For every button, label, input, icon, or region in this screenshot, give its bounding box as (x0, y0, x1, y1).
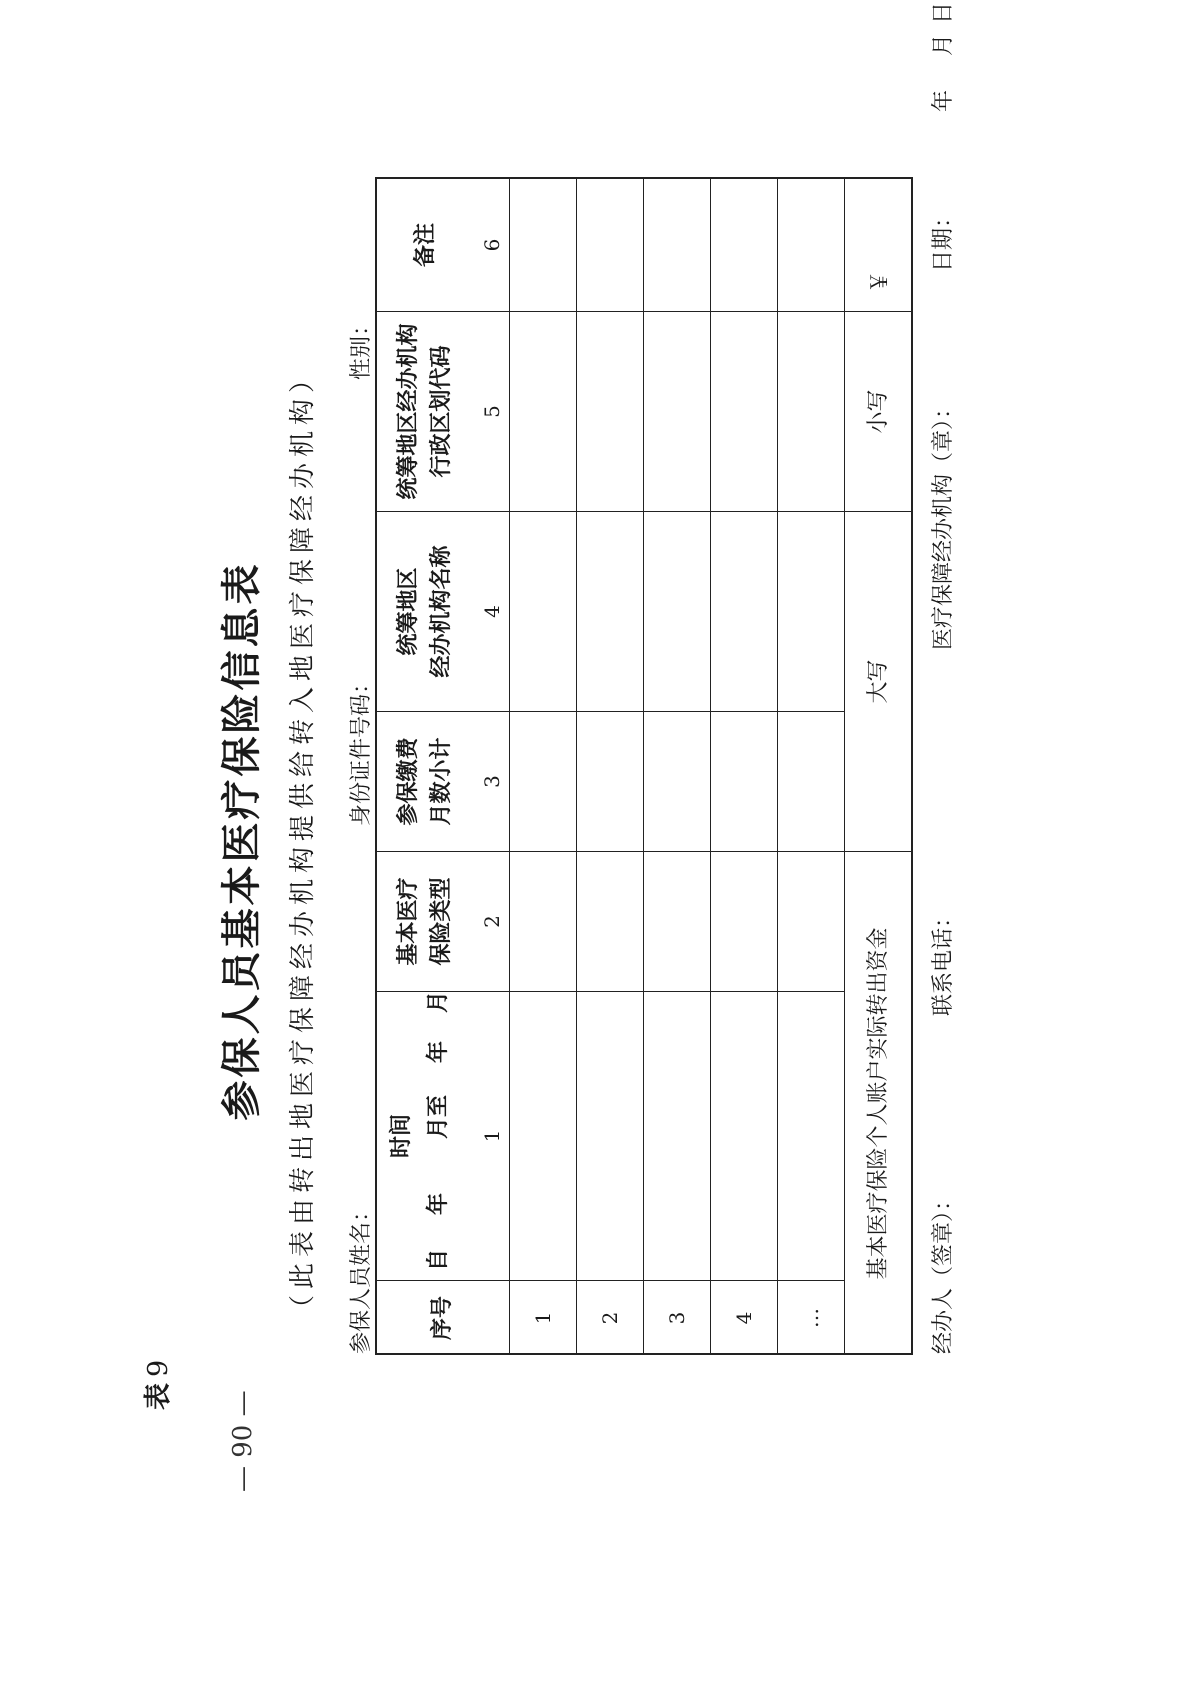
row-separator (509, 177, 510, 1355)
header-insurance-type: 基本医疗 保险类型 (396, 877, 454, 966)
row-index: … (799, 1308, 823, 1328)
column-number: 6 (480, 238, 504, 252)
page-number: — 90 — (228, 1390, 258, 1492)
row-index: 1 (531, 1311, 555, 1325)
header-seq: 序号 (429, 1296, 455, 1341)
amount-uppercase-label: 大写 (865, 659, 891, 704)
header-month-to: 月至 (426, 1094, 451, 1139)
row-separator (777, 177, 778, 1355)
header-time-title: 时间 (388, 1114, 414, 1159)
row-separator (710, 177, 711, 1355)
date-day-label: 日 (931, 2, 956, 25)
page-title: 参保人员基本医疗保险信息表 (218, 561, 265, 1121)
table-label-text: 表 (143, 1383, 174, 1410)
name-label: 参保人员姓名： (349, 1199, 374, 1354)
header-from: 自 (426, 1248, 451, 1271)
header-year-1: 年 (426, 1192, 451, 1215)
column-number: 3 (480, 775, 504, 788)
header-month-2: 月 (426, 990, 451, 1013)
date-label: 日期： (931, 205, 956, 272)
header-agency-name: 统筹地区 经办机构名称 (396, 545, 454, 678)
row-index: 4 (732, 1311, 756, 1325)
header-agency-code: 统筹地区经办机构 行政区划代码 (396, 323, 454, 500)
agency-seal-label: 医疗保障经办机构（章）： (931, 396, 956, 650)
insurance-info-table (375, 177, 913, 1355)
table-border-bottom (911, 177, 913, 1355)
header-year-2: 年 (426, 1040, 451, 1063)
id-number-label: 身份证件号码： (349, 671, 374, 826)
column-number: 1 (480, 1129, 504, 1143)
row-separator (576, 177, 577, 1355)
row-index: 2 (598, 1311, 622, 1325)
contact-phone-label: 联系电话： (931, 905, 956, 1016)
header-remarks: 备注 (412, 223, 438, 268)
row-separator (643, 177, 644, 1355)
page-subtitle: （此表由转出地医疗保障经办机构提供给转入地医疗保障经办机构） (288, 361, 318, 1322)
handler-signature-label: 经办人（签章）： (931, 1188, 956, 1354)
total-transfer-label: 基本医疗保险个人账户实际转出资金 (865, 927, 891, 1280)
header-contribution-months: 参保缴费 月数小计 (396, 737, 454, 826)
gender-label: 性别： (349, 313, 374, 380)
amount-lowercase-label: 小写 (865, 389, 891, 434)
column-number: 2 (480, 915, 504, 928)
row-index: 3 (665, 1311, 689, 1325)
date-year-label: 年 (931, 89, 956, 112)
currency-symbol: ￥ (868, 270, 893, 293)
column-number: 4 (480, 605, 504, 618)
column-number: 5 (480, 405, 504, 418)
date-month-label: 月 (931, 33, 956, 56)
table-label (136, 1360, 175, 1410)
table-number: 9 (143, 1359, 174, 1377)
